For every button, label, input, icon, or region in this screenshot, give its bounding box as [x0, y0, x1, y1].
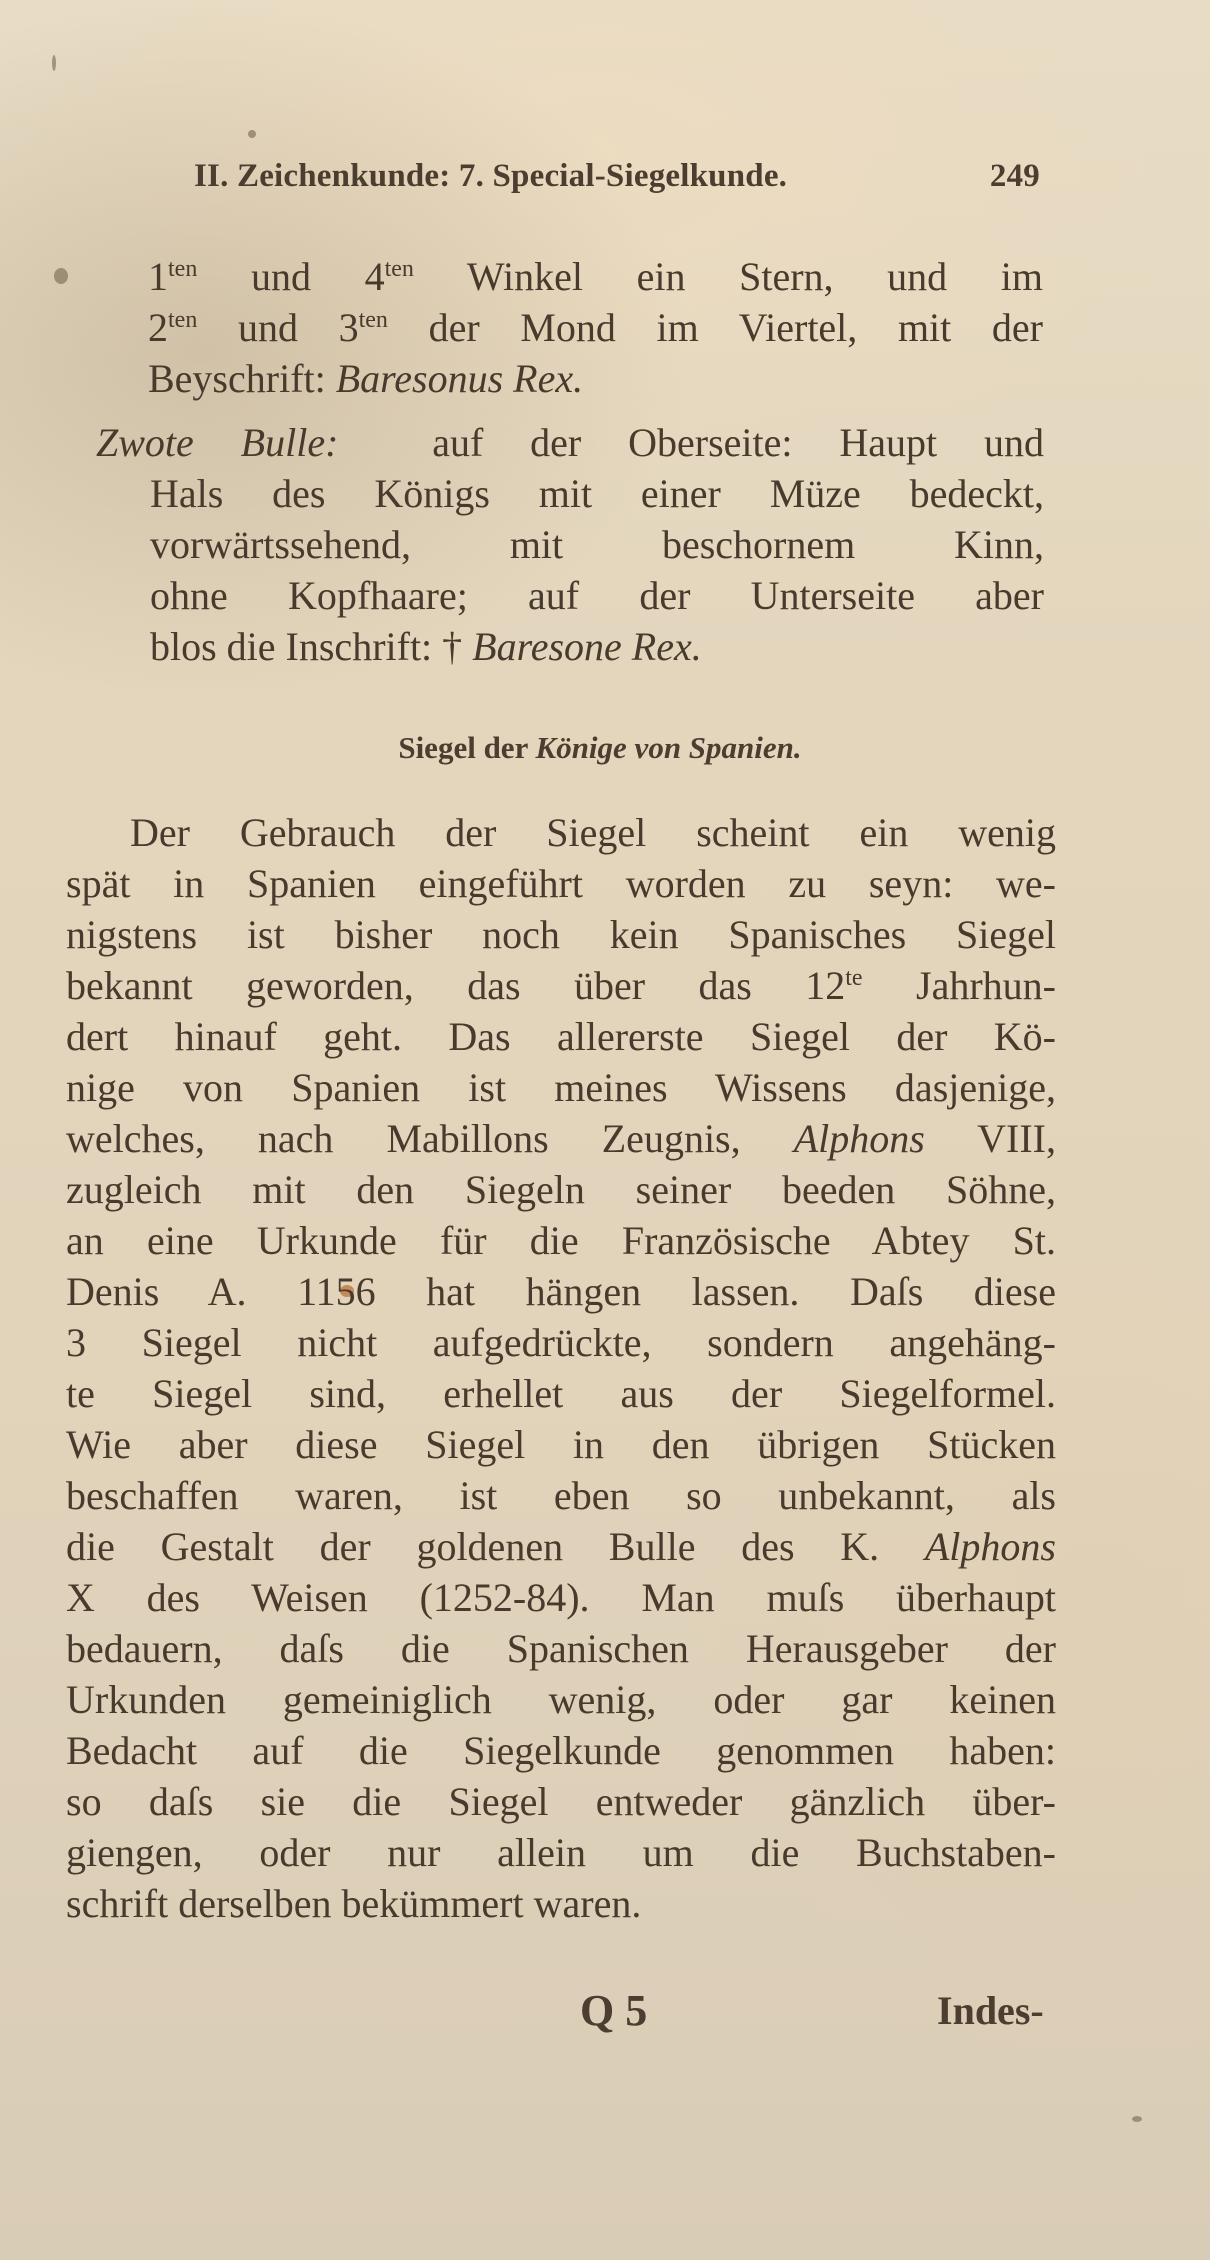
- text-line: welches, nach Mabillons Zeugnis, Alphons VIII,: [66, 1116, 1056, 1161]
- running-head-title: II. Zeichenkunde: 7. Special-Siegelkunde.: [194, 158, 788, 194]
- text-line: Hals des Königs mit einer Müze bedeckt,: [150, 471, 1044, 516]
- section-heading: Siegel der Könige von Spanien.: [398, 730, 802, 765]
- text-line: nige von Spanien ist meines Wissens dasjenige,: [66, 1065, 1056, 1110]
- text-line: beschaffen waren, ist eben so unbekannt, als: [66, 1473, 1056, 1518]
- inscription-text: Baresonus Rex.: [335, 356, 584, 401]
- text-line: so daſs sie die Siegel entweder gänzlich über-: [66, 1779, 1056, 1824]
- text-line: 3 Siegel nicht aufgedrückte, sondern angehäng-: [66, 1320, 1056, 1365]
- text-line: bedauern, daſs die Spanischen Herausgeber der: [66, 1626, 1056, 1671]
- text-line: Urkunden gemeiniglich wenig, oder gar keinen: [66, 1677, 1056, 1722]
- paper-speck: [54, 268, 68, 284]
- text-line: $1^{ten}$ und $4^{ten}$ Winkel ein Stern, und im: [148, 254, 1044, 299]
- text-line: Beyschrift: Baresonus Rex.: [148, 356, 584, 401]
- text-line: die Gestalt der goldenen Bulle des K. Alphons: [66, 1524, 1056, 1569]
- text-line: X des Weisen (1252-84). Man muſs überhaupt: [66, 1575, 1056, 1620]
- text-line: Wie aber diese Siegel in den übrigen Stücken: [66, 1422, 1056, 1467]
- cross-symbol: †: [442, 624, 463, 669]
- page-number: 249: [989, 158, 1040, 194]
- text-line: blos die Inschrift: † Baresone Rex.: [150, 624, 702, 669]
- text-line: $2^{ten}$ und $3^{ten}$ der Mond im Viertel, mit der: [148, 305, 1043, 350]
- text-line: schrift derselben bekümmert waren.: [66, 1881, 642, 1926]
- text-line: Zwote Bulle: auf der Oberseite: Haupt und: [96, 420, 1045, 465]
- paper-speck: [248, 130, 256, 138]
- text-line: spät in Spanien eingeführt worden zu seyn: we-: [66, 861, 1056, 906]
- second-bull-label: Zwote Bulle:: [96, 420, 339, 465]
- text-line: Bedacht auf die Siegelkunde genommen haben:: [66, 1728, 1056, 1773]
- text-line: te Siegel sind, erhellet aus der Siegelformel.: [66, 1371, 1056, 1416]
- paper-speck: [52, 55, 56, 71]
- text-line: nigstens ist bisher noch kein Spanisches Siegel: [66, 912, 1056, 957]
- text-line: giengen, oder nur allein um die Buchstaben-: [66, 1830, 1056, 1875]
- catchword: Indes-: [937, 1988, 1044, 2033]
- running-head: [194, 158, 1044, 195]
- paper-speck: [1132, 2116, 1142, 2122]
- text-line: an eine Urkunde für die Französische Abtey St.: [66, 1218, 1056, 1263]
- text-line: Denis A. 1156 hat hängen lassen. Daſs diese: [66, 1269, 1056, 1314]
- signature-mark: Q 5: [580, 1986, 648, 2035]
- text-line: bekannt geworden, das über das $12^{te}$ Jahrhun-: [66, 963, 1056, 1008]
- inscription-text: Baresone Rex.: [472, 624, 702, 669]
- text-line: Der Gebrauch der Siegel scheint ein wenig: [130, 810, 1056, 855]
- text-line: ohne Kopfhaare; auf der Unterseite aber: [150, 573, 1044, 618]
- text-line: zugleich mit den Siegeln seiner beeden Söhne,: [66, 1167, 1056, 1212]
- text-line: dert hinauf geht. Das allererste Siegel der Kö-: [66, 1014, 1056, 1059]
- text-line: vorwärtssehend, mit beschornem Kinn,: [150, 522, 1044, 567]
